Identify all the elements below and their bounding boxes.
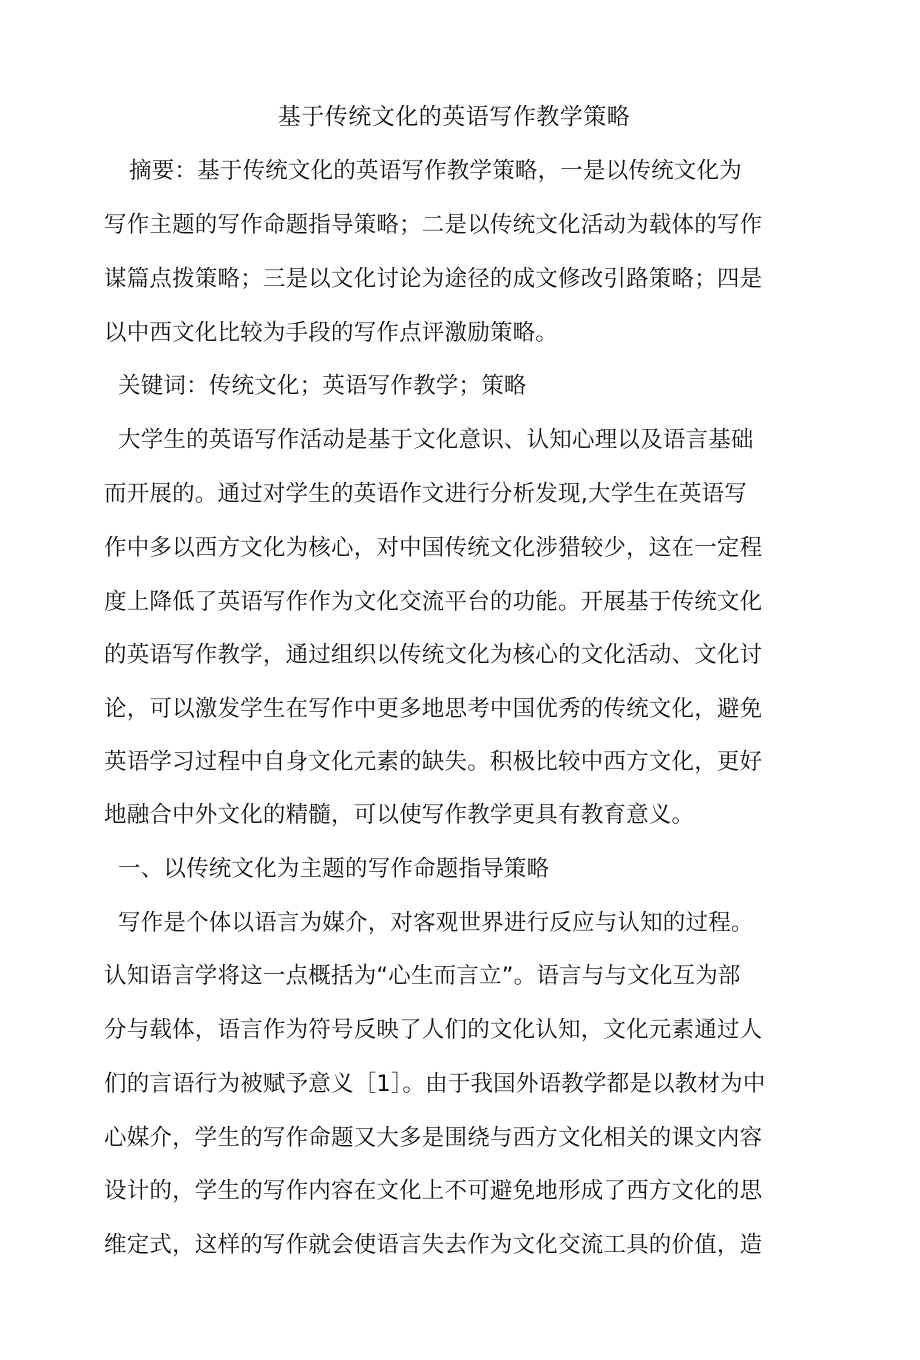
body-paragraph-1-line-8: 地融合中外文化的精髓，可以使写作教学更具有教育意义。: [104, 802, 695, 828]
body-paragraph-1-line-1: 大学生的英语写作活动是基于文化意识、认知心理以及语言基础: [118, 427, 754, 453]
keywords-line: 关键词：传统文化；英语写作教学；策略: [118, 373, 527, 399]
body-paragraph-2-line-4: 们的言语行为被赋予意义［1］。由于我国外语教学都是以教材为中: [104, 1071, 766, 1097]
body-paragraph-2-line-5: 心媒介，学生的写作命题又大多是围绕与西方文化相关的课文内容: [104, 1125, 763, 1151]
abstract-line-2: 写作主题的写作命题指导策略；二是以传统文化活动为载体的写作: [104, 212, 763, 238]
abstract-line-3: 谋篇点拨策略；三是以文化讨论为途径的成文修改引路策略；四是: [104, 266, 763, 292]
body-paragraph-1-line-4: 度上降低了英语写作作为文化交流平台的功能。开展基于传统文化: [104, 589, 763, 615]
body-paragraph-2-line-6: 设计的，学生的写作内容在文化上不可避免地形成了西方文化的思: [104, 1178, 763, 1204]
body-paragraph-2-line-1: 写作是个体以语言为媒介，对客观世界进行反应与认知的过程。: [118, 910, 754, 936]
body-paragraph-1-line-6: 论，可以激发学生在写作中更多地思考中国优秀的传统文化，避免: [104, 696, 763, 722]
body-paragraph-2-line-2: 认知语言学将这一点概括为“心生而言立”。语言与与文化互为部: [104, 963, 741, 989]
document-title: 基于传统文化的英语写作教学策略: [277, 104, 631, 130]
body-paragraph-1-line-5: 的英语写作教学，通过组织以传统文化为核心的文化活动、文化讨: [104, 642, 763, 668]
body-paragraph-1-line-7: 英语学习过程中自身文化元素的缺失。积极比较中西方文化，更好: [104, 749, 763, 775]
section-heading-1: 一、以传统文化为主题的写作命题指导策略: [118, 856, 550, 882]
body-paragraph-1-line-2: 而开展的。通过对学生的英语作文进行分析发现,大学生在英语写: [104, 481, 747, 507]
abstract-line-4: 以中西文化比较为手段的写作点评激励策略。: [104, 320, 559, 346]
abstract-line-1: 摘要：基于传统文化的英语写作教学策略，一是以传统文化为: [129, 158, 742, 184]
body-paragraph-2-line-7: 维定式，这样的写作就会使语言失去作为文化交流工具的价值，造: [104, 1232, 763, 1258]
body-paragraph-1-line-3: 作中多以西方文化为核心，对中国传统文化涉猎较少，这在一定程: [104, 535, 763, 561]
body-paragraph-2-line-3: 分与载体，语言作为符号反映了人们的文化认知，文化元素通过人: [104, 1017, 763, 1043]
